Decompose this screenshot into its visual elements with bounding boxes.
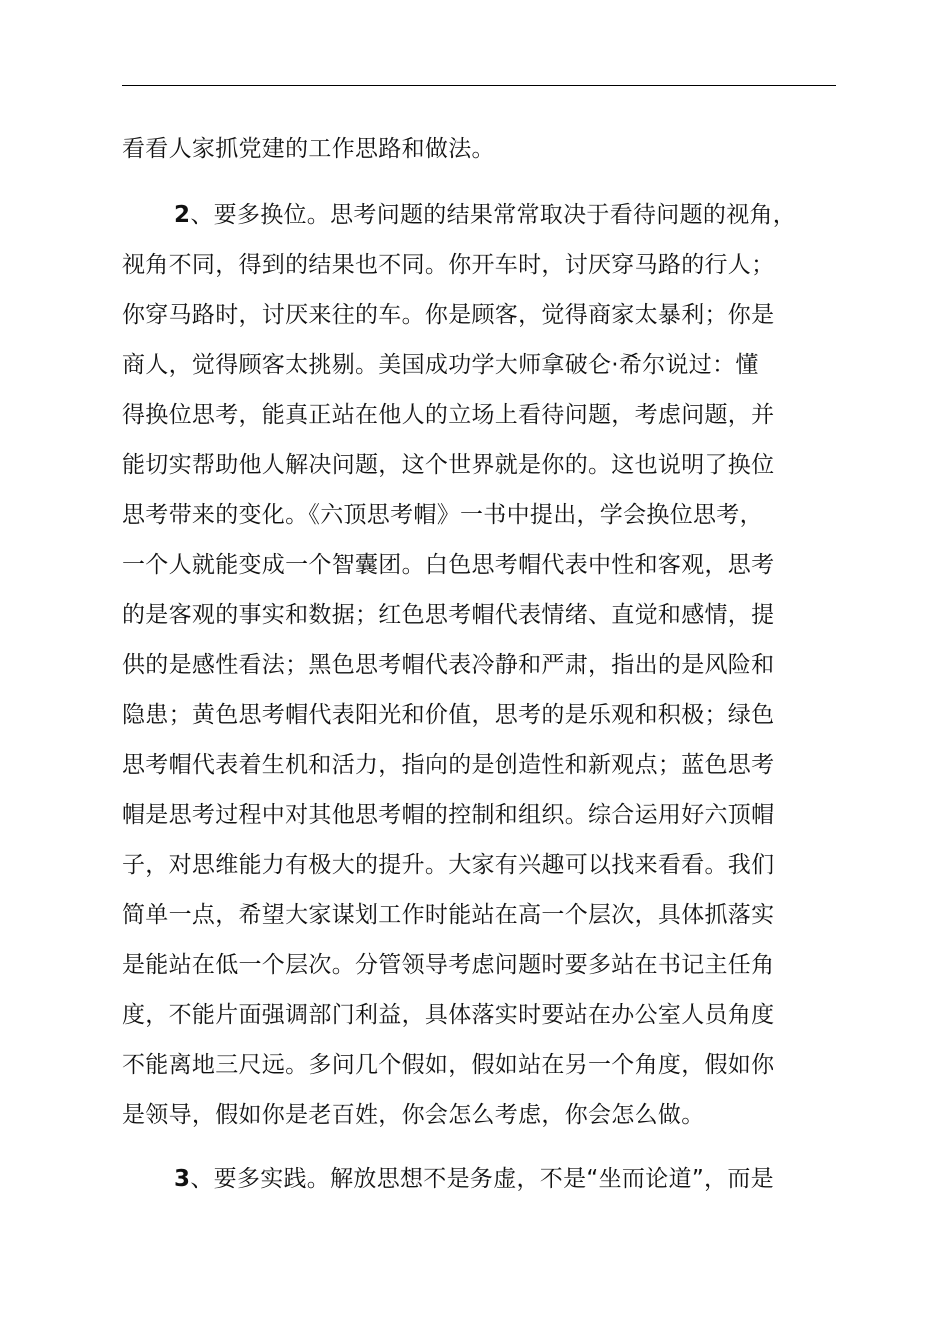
paragraph-line: 隐患；黄色思考帽代表阳光和价值，思考的是乐观和积极；绿色 [122, 702, 775, 728]
paragraph-line: 思考帽代表着生机和活力，指向的是创造性和新观点；蓝色思考 [122, 752, 775, 778]
paragraph-line: 是能站在低一个层次。分管领导考虑问题时要多站在书记主任角 [122, 952, 775, 978]
paragraph-line: 帽是思考过程中对其他思考帽的控制和组织。综合运用好六顶帽 [122, 802, 775, 828]
section-3-first-line [122, 1154, 852, 1204]
section-3-paragraph [122, 1154, 852, 1204]
paragraph-line: 一个人就能变成一个智囊团。白色思考帽代表中性和客观，思考 [122, 552, 775, 578]
header-rule [122, 85, 836, 86]
section-2-first-line [122, 190, 852, 240]
paragraph-line: 度，不能片面强调部门利益，具体落实时要站在办公室人员角度 [122, 1002, 775, 1028]
section-2-heading-text: 、要多换位。思考问题的结果常常取决于看待问题的视角， [190, 202, 797, 228]
paragraph-line: 的是客观的事实和数据；红色思考帽代表情绪、直觉和感情，提 [122, 602, 775, 628]
paragraph-line: 思考带来的变化。《六顶思考帽》一书中提出，学会换位思考， [122, 502, 763, 528]
section-2-paragraph [122, 190, 852, 1140]
paragraph-line: 简单一点，希望大家谋划工作时能站在高一个层次，具体抓落实 [122, 902, 775, 928]
continuation-paragraph [122, 124, 852, 174]
section-3-heading-text: 、要多实践。解放思想不是务虚，不是“坐而论道”，而是 [190, 1166, 774, 1192]
paragraph-line: 你穿马路时，讨厌来往的车。你是顾客，觉得商家太暴利；你是 [122, 302, 775, 328]
paragraph-line: 供的是感性看法；黑色思考帽代表冷静和严肃，指出的是风险和 [122, 652, 775, 678]
paragraph-line: 是领导，假如你是老百姓，你会怎么考虑，你会怎么做。 [122, 1102, 705, 1128]
paragraph-line: 视角不同，得到的结果也不同。你开车时，讨厌穿马路的行人； [122, 252, 775, 278]
paragraph-line: 能切实帮助他人解决问题，这个世界就是你的。这也说明了换位 [122, 452, 775, 478]
paragraph-line: 商人，觉得顾客太挑剔。美国成功学大师拿破仑·希尔说过：懂 [122, 352, 759, 378]
section-2-number: 2 [174, 202, 191, 228]
paragraph-line: 得换位思考，能真正站在他人的立场上看待问题，考虑问题，并 [122, 402, 775, 428]
paragraph-line: 看看人家抓党建的工作思路和做法。 [122, 136, 495, 162]
section-3-number: 3 [174, 1166, 191, 1192]
paragraph-line: 子，对思维能力有极大的提升。大家有兴趣可以找来看看。我们 [122, 852, 775, 878]
paragraph-line: 不能离地三尺远。多问几个假如，假如站在另一个角度，假如你 [122, 1052, 775, 1078]
